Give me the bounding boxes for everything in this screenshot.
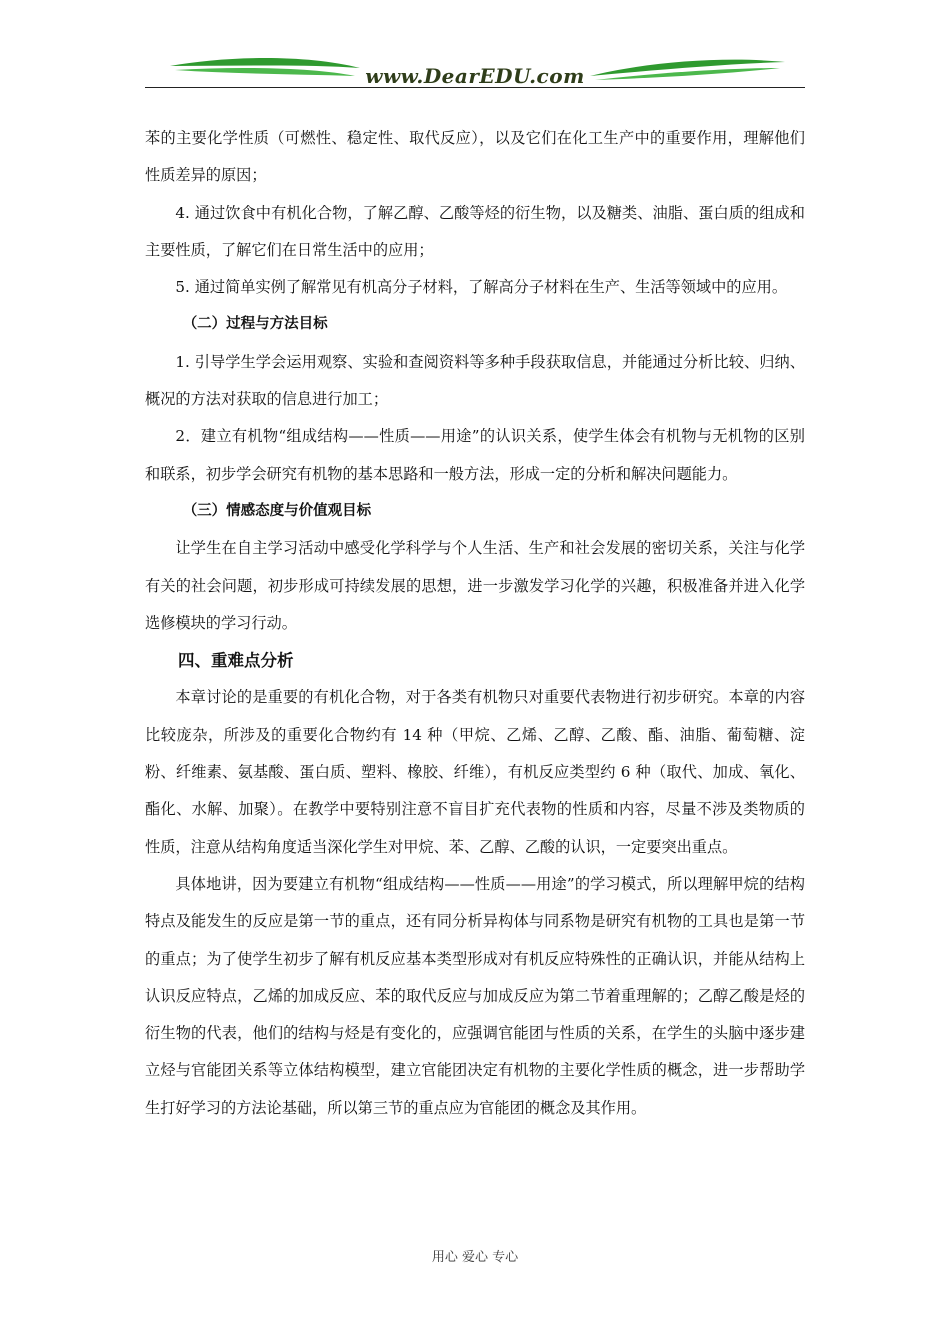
- paragraph: 1. 引导学生学会运用观察、实验和查阅资料等多种手段获取信息，并能通过分析比较、归纳、概况的方法对获取的信息进行加工；: [145, 352, 805, 409]
- paragraph: 4. 通过饮食中有机化合物，了解乙醇、乙酸等烃的衍生物，以及糖类、油脂、蛋白质的组成和主要性质，了解它们在日常生活中的应用；: [145, 203, 805, 259]
- sub-heading: （三）情感态度与价值观目标: [182, 502, 372, 519]
- paragraph: 具体地讲，因为要建立有机物“组成结构——性质——用途”的学习模式，所以理解甲烷的结构特点及能发生的反应是第一节的重点，还有同分析异构体与同系物是研究有机物的工具也是第一节的重点；为了使学生初步了解有机反应基本类型形成对有机反应特殊性的正确认识，并能从结构上认识反应特点，乙烯的加成反应、苯的取代反应与加成反应为第二节着重理解的；乙醇乙酸是烃的衍生物的代表，他们的结构与烃是有变化的，应强调官能团与性质的关系，在学生的头脑中逐步建立烃与官能团关系等立体结构模型，建立官能团决定有机物的主要化学性质的概念，进一步帮助学生打好学习的方法论基础，所以第三节的重点应为官能团的概念及其作用。: [145, 874, 805, 1117]
- page-header: [145, 52, 805, 92]
- document-body: [145, 120, 805, 1127]
- paragraph: 2．建立有机物“组成结构——性质——用途”的认识关系，使学生体会有机物与无机物的区别和联系，初步学会研究有机物的基本思路和一般方法，形成一定的分析和解决问题能力。: [145, 427, 805, 483]
- paragraph: 本章讨论的是重要的有机化合物，对于各类有机物只对重要代表物进行初步研究。本章的内容比较庞杂，所涉及的重要化合物约有 14 种（甲烷、乙烯、乙醇、乙酸、酯、油脂、葡萄糖、淀粉、纤维素、氨基酸、蛋白质、塑料、橡胶、纤维），有机反应类型约 6 种（取代、加成、氧化、酯化、水解、加聚）。在教学中要特别注意不盲目扩充代表物的性质和内容，尽量不涉及类物质的性质，注意从结构角度适当深化学生对甲烷、苯、乙醇、乙酸的认识，一定要突出重点。: [145, 688, 805, 856]
- paragraph: 5. 通过简单实例了解常见有机高分子材料，了解高分子材料在生产、生活等领域中的应用。: [175, 278, 788, 297]
- site-logo-text: www.DearEDU.com: [365, 64, 585, 88]
- page-footer: 用心 爱心 专心: [431, 1250, 519, 1265]
- section-heading: 四、重难点分析: [178, 651, 294, 671]
- header-divider: [145, 87, 805, 88]
- sub-heading: （二）过程与方法目标: [182, 316, 328, 333]
- paragraph: 苯的主要化学性质（可燃性、稳定性、取代反应），以及它们在化工生产中的重要作用，理解他们性质差异的原因；: [145, 129, 805, 185]
- paragraph: 让学生在自主学习活动中感受化学科学与个人生活、生产和社会发展的密切关系，关注与化学有关的社会问题，初步形成可持续发展的思想，进一步激发学习化学的兴趣，积极准备并进入化学选修模块的学习行动。: [145, 539, 805, 632]
